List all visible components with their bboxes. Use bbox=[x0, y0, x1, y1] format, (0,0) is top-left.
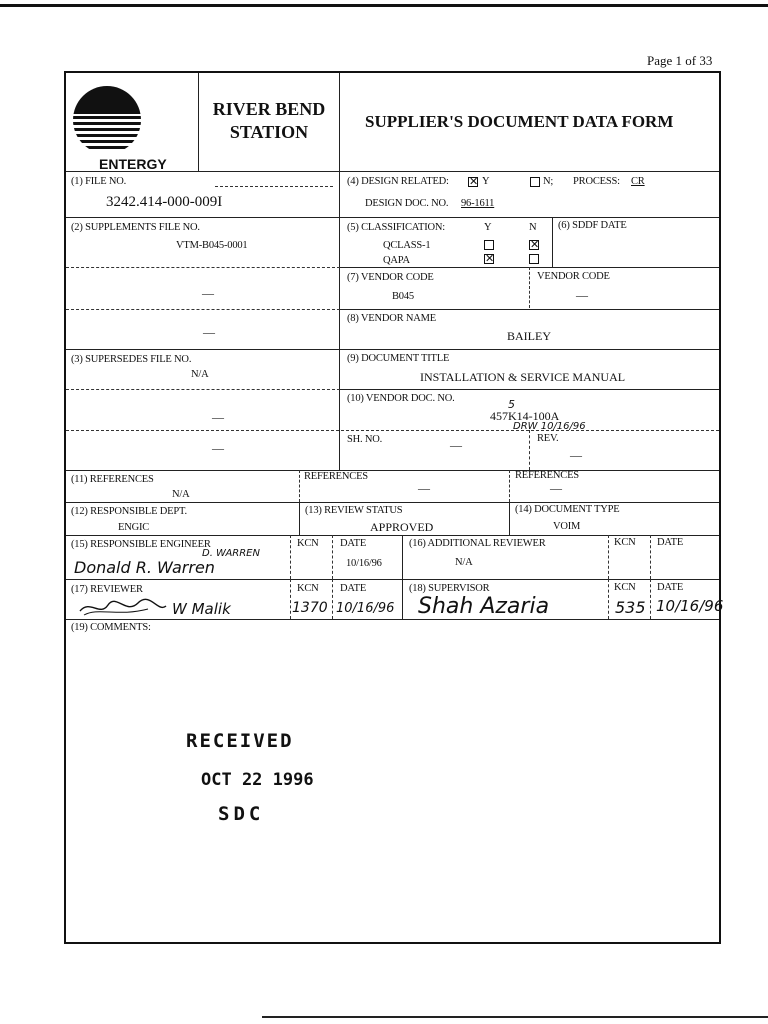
vendor-code-value: B045 bbox=[392, 291, 414, 302]
form-title: SUPPLIER'S DOCUMENT DATA FORM bbox=[365, 112, 674, 131]
classification-label: (5) CLASSIFICATION: bbox=[347, 222, 445, 233]
supersedes-label: (3) SUPERSEDES FILE NO. bbox=[71, 354, 192, 365]
vendor-name-value: BAILEY bbox=[507, 329, 551, 343]
row-line bbox=[340, 309, 719, 310]
vendor-doc-correction: 5 bbox=[508, 398, 515, 411]
date-label: DATE bbox=[340, 583, 367, 594]
divider bbox=[529, 430, 530, 470]
row-line bbox=[66, 217, 719, 218]
sddf-date-label: (6) SDDF DATE bbox=[558, 220, 627, 231]
qapa-label: QAPA bbox=[383, 255, 410, 266]
reviewer-date: 10/16/96 bbox=[336, 601, 395, 616]
class-y-header: Y bbox=[484, 222, 492, 233]
received-stamp-line1: RECEIVED bbox=[186, 730, 294, 752]
references-label: (11) REFERENCES bbox=[71, 474, 154, 485]
divider bbox=[650, 579, 651, 619]
divider bbox=[529, 267, 530, 308]
row-line bbox=[66, 267, 340, 268]
resp-dept-value: ENGIC bbox=[118, 522, 150, 533]
divider bbox=[198, 73, 199, 171]
vendor-doc-initials: DRW 10/16/96 bbox=[513, 421, 586, 432]
row-line bbox=[66, 171, 719, 172]
add-reviewer-value: N/A bbox=[455, 557, 473, 568]
references-label-3: REFERENCES bbox=[515, 470, 579, 481]
supersedes-value: N/A bbox=[191, 369, 209, 380]
resp-eng-label: (15) RESPONSIBLE ENGINEER bbox=[71, 539, 211, 550]
qclass-no-checkbox: ✕ bbox=[530, 238, 540, 251]
divider bbox=[509, 502, 510, 535]
qapa-yes-checkbox: ✕ bbox=[485, 252, 495, 265]
design-related-no-checkbox bbox=[530, 177, 540, 187]
vendor-code-label-2: VENDOR CODE bbox=[537, 271, 610, 282]
bottom-border-line bbox=[262, 1016, 768, 1018]
design-doc-label: DESIGN DOC. NO. bbox=[365, 198, 449, 209]
vendor-doc-value: 457K14-100A bbox=[490, 409, 560, 423]
sh-no-label: SH. NO. bbox=[347, 434, 383, 445]
file-no-label: (1) FILE NO. bbox=[71, 176, 127, 187]
design-related-n-label: N; bbox=[543, 176, 554, 187]
doc-type-label: (14) DOCUMENT TYPE bbox=[515, 504, 620, 515]
row-line bbox=[66, 579, 719, 580]
supervisor-date: 10/16/96 bbox=[656, 597, 724, 615]
reviewer-kcn: 1370 bbox=[292, 600, 328, 616]
top-border-line bbox=[0, 4, 768, 7]
reviewer-label: (17) REVIEWER bbox=[71, 584, 143, 595]
resp-eng-signature: Donald R. Warren bbox=[74, 558, 215, 577]
reviewer-name: W Malik bbox=[172, 600, 231, 618]
blank-dash: — bbox=[212, 410, 224, 424]
divider bbox=[650, 535, 651, 579]
page-number: Page 1 of 33 bbox=[647, 53, 713, 68]
supervisor-label: (18) SUPERVISOR bbox=[409, 583, 490, 594]
blank-dash: — bbox=[570, 448, 582, 462]
divider bbox=[299, 502, 300, 535]
qclass-label: QCLASS-1 bbox=[383, 240, 431, 251]
class-n-header: N bbox=[529, 222, 537, 233]
resp-eng-date: 10/16/96 bbox=[346, 558, 382, 569]
supervisor-signature: Shah Azaria bbox=[418, 594, 550, 619]
resp-eng-name: D. WARREN bbox=[202, 548, 260, 559]
design-doc-value: 96-1611 bbox=[461, 198, 495, 209]
qapa-no-checkbox bbox=[529, 254, 539, 264]
add-reviewer-label: (16) ADDITIONAL REVIEWER bbox=[409, 538, 546, 549]
row-line bbox=[66, 349, 719, 350]
received-stamp-date: OCT 22 1996 bbox=[201, 770, 314, 790]
divider bbox=[332, 579, 333, 619]
station-name: RIVER BEND STATION bbox=[212, 99, 326, 142]
row-line bbox=[66, 470, 719, 471]
process-value: CR bbox=[631, 176, 645, 187]
rev-label: REV. bbox=[537, 433, 559, 444]
blank-dash: — bbox=[203, 325, 215, 339]
file-no-value: 3242.414-000-009I bbox=[106, 194, 223, 210]
row-line bbox=[340, 389, 719, 390]
doc-type-value: VOIM bbox=[553, 521, 581, 532]
supplements-value: VTM-B045-0001 bbox=[176, 240, 248, 251]
process-label: PROCESS: bbox=[573, 176, 620, 187]
date-label: DATE bbox=[657, 582, 684, 593]
blank-dash: — bbox=[202, 286, 214, 300]
divider bbox=[608, 535, 609, 579]
resp-dept-label: (12) RESPONSIBLE DEPT. bbox=[71, 506, 187, 517]
divider bbox=[299, 470, 300, 502]
row-line bbox=[66, 389, 340, 390]
divider bbox=[290, 535, 291, 579]
divider bbox=[552, 217, 553, 267]
design-related-yes-checkbox: ✕ bbox=[469, 175, 479, 188]
qclass-yes-checkbox bbox=[484, 240, 494, 250]
file-no-dash bbox=[215, 186, 333, 187]
design-related-y-label: Y bbox=[482, 176, 490, 187]
blank-dash: — bbox=[576, 288, 588, 302]
vendor-code-label: (7) VENDOR CODE bbox=[347, 272, 434, 283]
references-value: N/A bbox=[172, 489, 190, 500]
divider bbox=[402, 579, 403, 619]
design-related-label: (4) DESIGN RELATED: bbox=[347, 176, 449, 187]
divider bbox=[509, 470, 510, 502]
logo-text: ENTERGY bbox=[99, 156, 167, 172]
blank-dash: — bbox=[550, 481, 562, 495]
blank-dash: — bbox=[212, 441, 224, 455]
row-line bbox=[66, 619, 719, 620]
blank-dash: — bbox=[450, 438, 462, 452]
blank-dash: — bbox=[418, 481, 430, 495]
supervisor-kcn: 535 bbox=[615, 598, 646, 617]
row-line bbox=[66, 309, 340, 310]
row-line bbox=[66, 535, 719, 536]
kcn-label: KCN bbox=[614, 582, 636, 593]
references-label-2: REFERENCES bbox=[304, 471, 368, 482]
divider bbox=[290, 579, 291, 619]
row-line bbox=[66, 502, 719, 503]
date-label: DATE bbox=[657, 537, 684, 548]
doc-title-value: INSTALLATION & SERVICE MANUAL bbox=[420, 370, 626, 384]
reviewer-signature-scribble bbox=[78, 597, 168, 619]
kcn-label: KCN bbox=[297, 583, 319, 594]
vendor-name-label: (8) VENDOR NAME bbox=[347, 313, 436, 324]
comments-label: (19) COMMENTS: bbox=[71, 622, 151, 633]
doc-title-label: (9) DOCUMENT TITLE bbox=[347, 353, 450, 364]
review-status-label: (13) REVIEW STATUS bbox=[305, 505, 403, 516]
divider bbox=[332, 535, 333, 579]
divider bbox=[402, 535, 403, 579]
row-line bbox=[66, 430, 719, 431]
vendor-doc-label: (10) VENDOR DOC. NO. bbox=[347, 393, 455, 404]
date-label: DATE bbox=[340, 538, 367, 549]
kcn-label: KCN bbox=[297, 538, 319, 549]
divider bbox=[608, 579, 609, 619]
supplements-label: (2) SUPPLEMENTS FILE NO. bbox=[71, 222, 200, 233]
divider bbox=[339, 73, 340, 471]
review-status-value: APPROVED bbox=[370, 520, 434, 534]
kcn-label: KCN bbox=[614, 537, 636, 548]
received-stamp-sdc: SDC bbox=[218, 803, 265, 825]
